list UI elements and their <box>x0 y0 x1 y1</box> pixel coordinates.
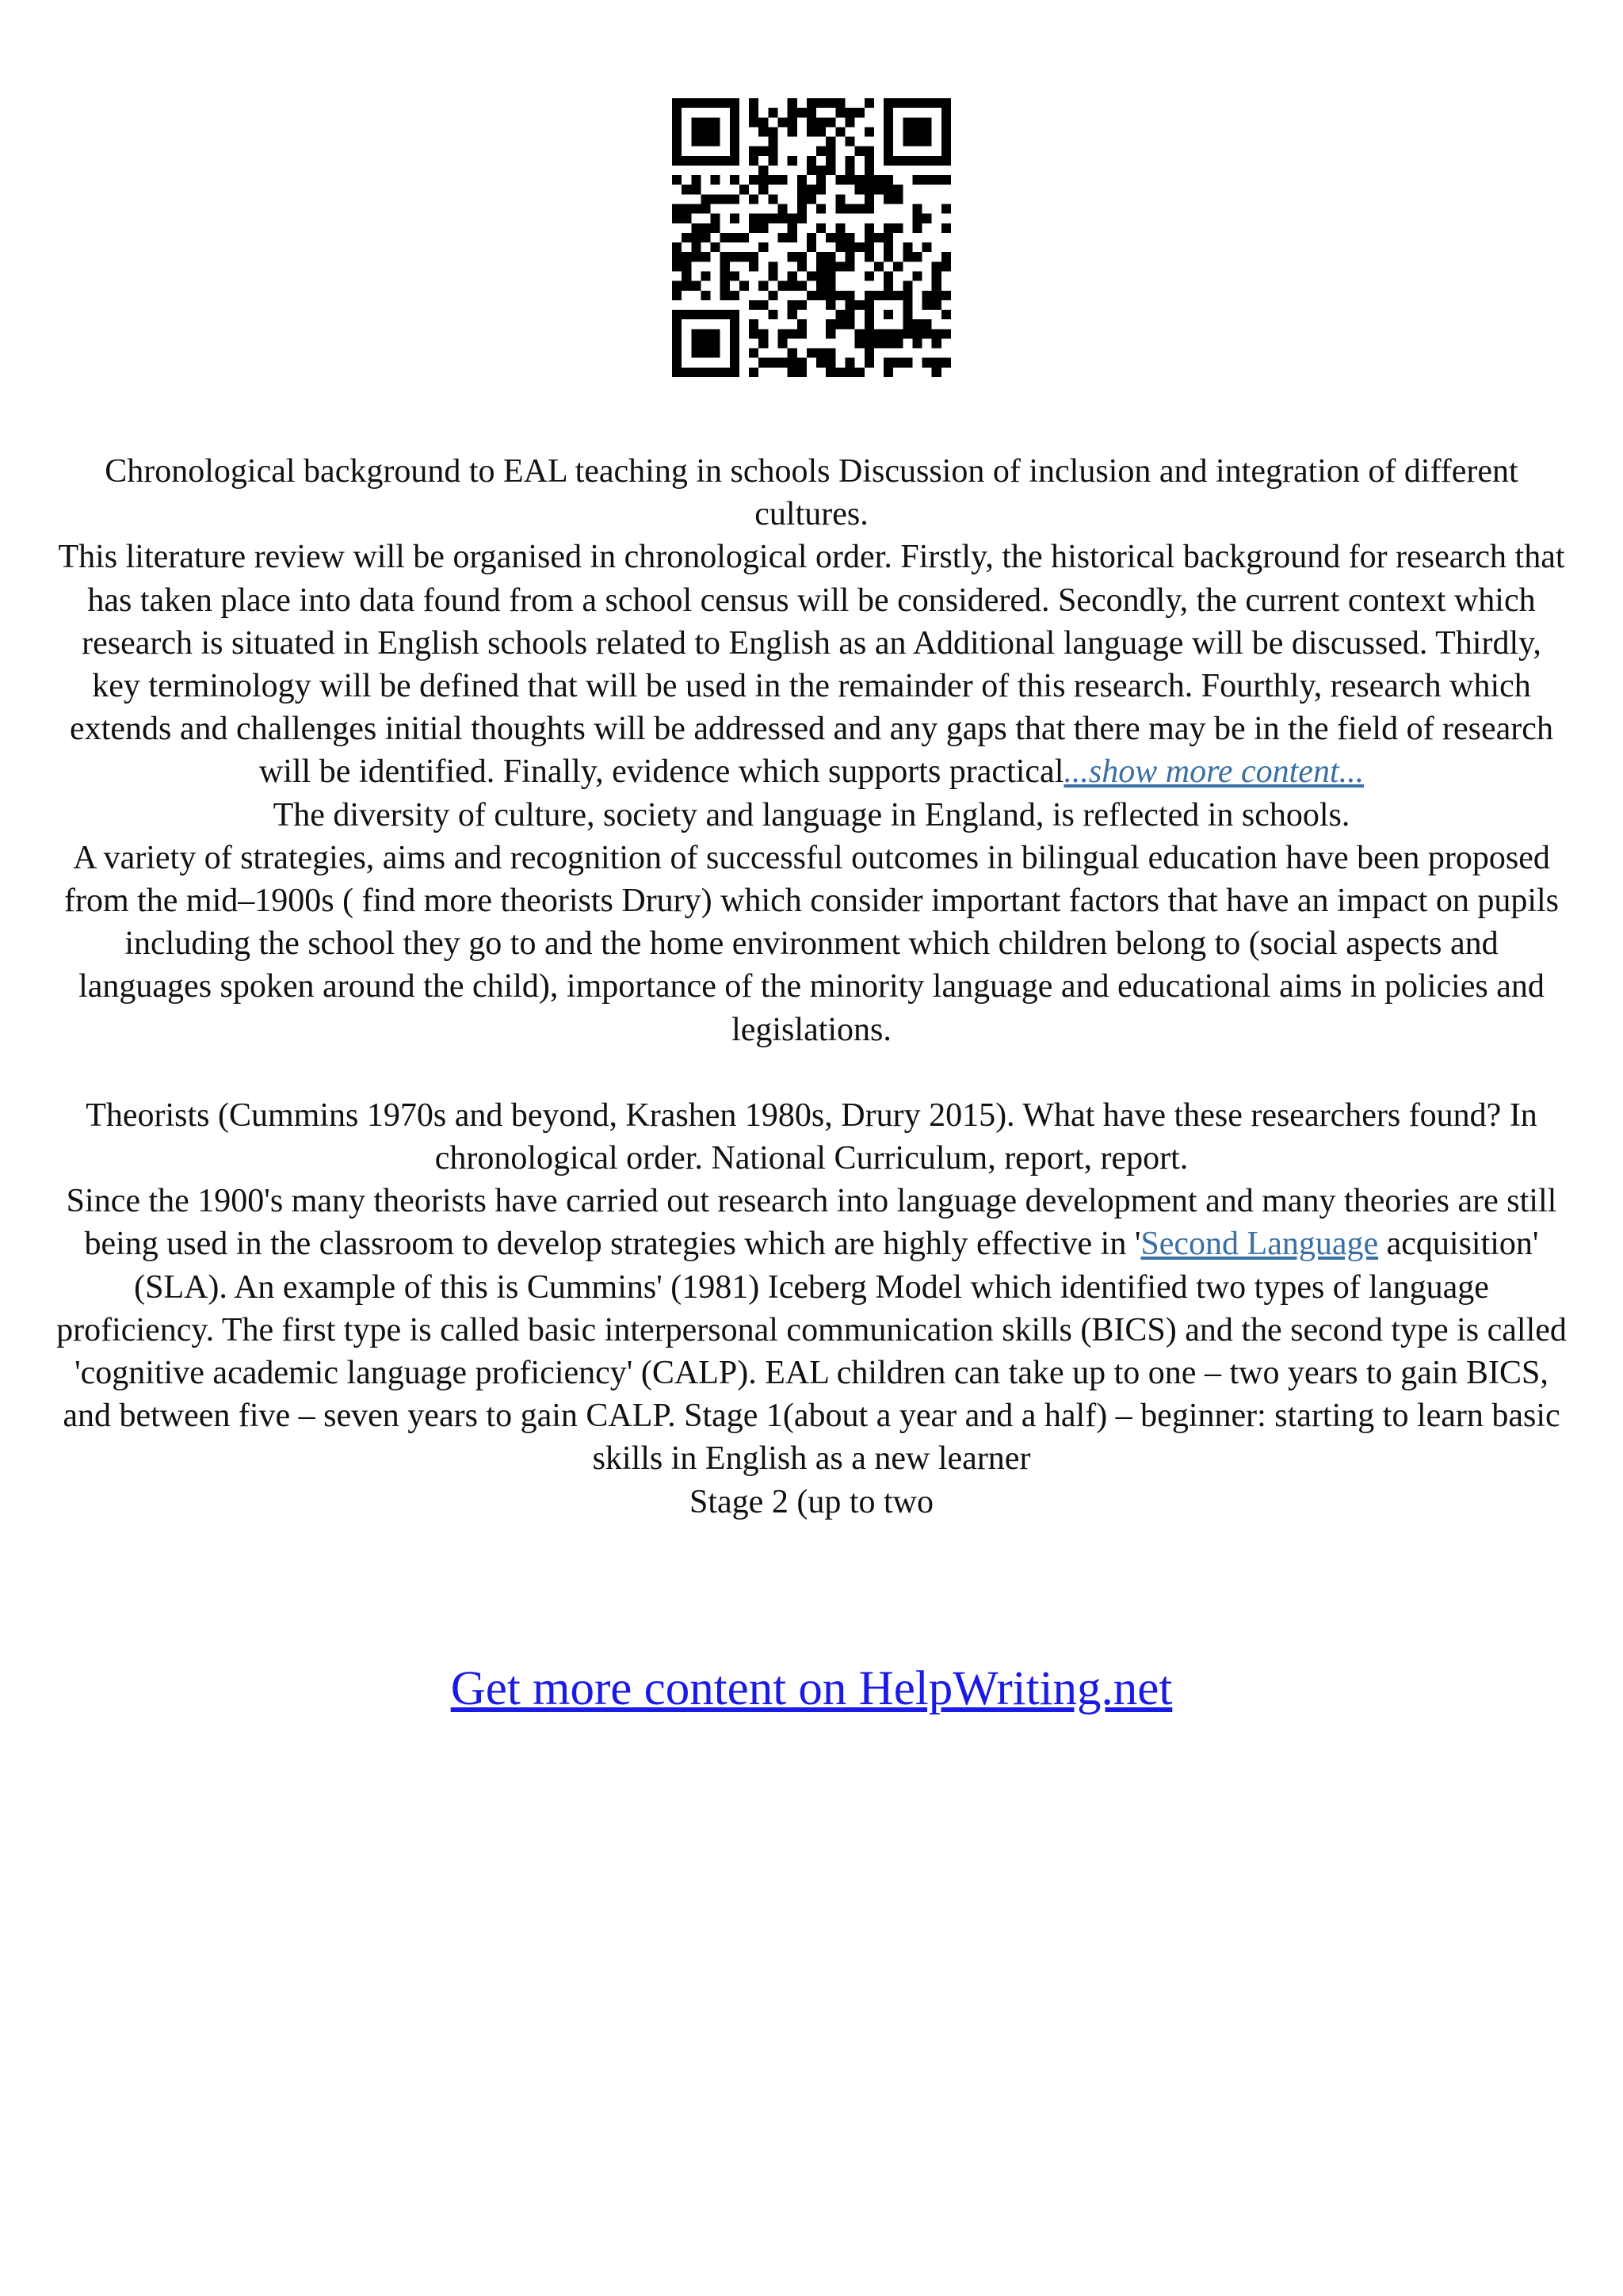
document-title: Chronological background to EAL teaching in schools Discussion of inclusion and integration of different cultures. <box>105 453 1518 533</box>
document-body <box>55 450 1568 1524</box>
stage2-line: Stage 2 (up to two <box>689 1483 934 1520</box>
intro-text: This literature review will be organised in chronological order. Firstly, the historical background for research that has taken place into data found from a school census will be considered. Secondly, the current context which research is situated in English schools related to English as an Additional language will be discussed. Thirdly, key terminology will be defined that will be used in the remainder of this research. Fourthly, research which extends and challenges initial thoughts will be addressed and any gaps that there may be in the field of research will be identified. Finally, evidence which supports practical <box>58 539 1565 791</box>
paragraph-gap <box>55 1051 1568 1094</box>
since-text-part2: acquisition' (SLA). An example of this is Cummins' (1981) Iceberg Model which identified two types of language proficiency. The first type is called basic interpersonal communication skills (BICS) and the second type is called 'cognitive academic language proficiency' (CALP). EAL children can take up to one – two years to gain BICS, and between five – seven years to gain CALP. Stage 1(about a year and a half) – beginner: starting to learn basic skills in English as a new learner <box>56 1226 1567 1478</box>
strategies-paragraph: A variety of strategies, aims and recognition of successful outcomes in bilingual education have been proposed from the mid–1900s ( find more theorists Drury) which consider important factors that have an impact on pupils including the school they go to and the home environment which children belong to (social aspects and languages spoken around the child), importance of the minority language and educational aims in policies and legislations. <box>63 839 1560 1048</box>
since-paragraph <box>55 1180 1568 1480</box>
theorists-paragraph: Theorists (Cummins 1970s and beyond, Krashen 1980s, Drury 2015). What have these researchers found? In chronological order. National Curriculum, report, report. <box>86 1097 1537 1177</box>
second-language-link[interactable]: Second Language <box>1140 1226 1379 1263</box>
get-more-content-link[interactable]: Get more content on HelpWriting.net <box>450 1662 1173 1715</box>
qr-code-icon <box>672 98 951 377</box>
show-more-link[interactable]: ...show more content... <box>1064 753 1365 791</box>
diversity-line: The diversity of culture, society and language in England, is reflected in schools. <box>273 796 1350 833</box>
cta-container <box>0 1659 1623 1719</box>
since-text-part1: Since the 1900's many theorists have carried out research into language development and many theories are still being used in the classroom to develop strategies which are highly effective in ' <box>66 1183 1557 1263</box>
intro-paragraph <box>55 536 1568 793</box>
